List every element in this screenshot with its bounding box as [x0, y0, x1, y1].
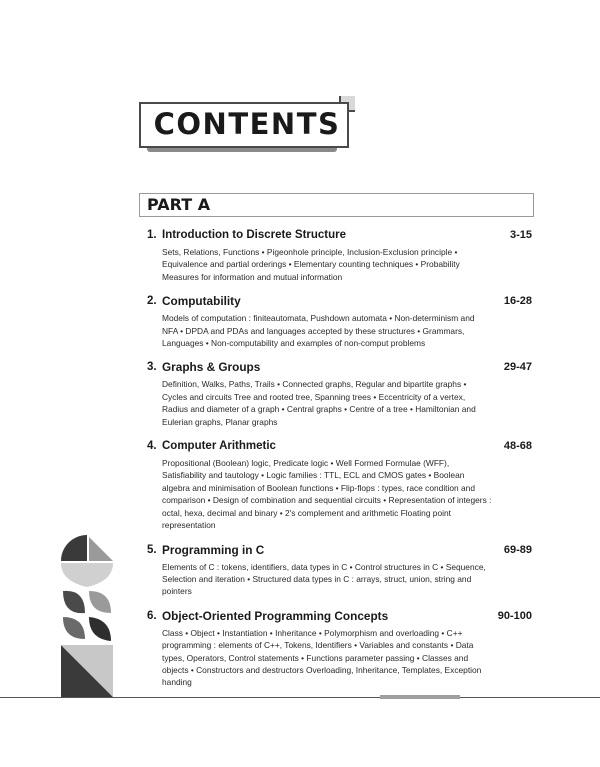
chapter-description: Elements of C : tokens, identifiers, data types in C • Control structures in C • Sequence, Selection and iteration • Structured data types in C : arrays, struct, union, string and pointers: [162, 561, 486, 597]
leaf-shape: [89, 591, 111, 613]
chapter-title: Introduction to Discrete Structure: [162, 229, 347, 241]
chapter-description: Propositional (Boolean) logic, Predicate logic • Well Formed Formulae (WFF), Satisfiability and tautology • Logic families : TTL, ECL and CMOS gates • Boolean algebra and minimisation of Boolean functions • Flip-flops : types, race condition and comparison • Design of combination and sequential circuits • Representation of integers : octal, hexa, decimal and binary • 2's complement and arithmetic Floating point representation: [162, 458, 492, 531]
chapter-number: 5.: [147, 543, 157, 556]
half-circle-shape: [61, 563, 113, 587]
chapter-title: Programming in C: [162, 542, 265, 557]
chapter-pages: 29-47: [503, 361, 532, 374]
contents-banner: [139, 96, 355, 148]
part-header: [139, 193, 534, 217]
chapter-pages: 48-68: [503, 440, 532, 453]
chapter-pages: 69-89: [503, 543, 532, 556]
triangle-shape: [89, 537, 113, 561]
chapter-entry-2[interactable]: [147, 293, 532, 349]
decorative-shapes: [59, 533, 115, 701]
chapter-description: Models of computation : finiteautomata, Pushdown automata • Non-determinism and NFA • DPDA and PDAs and languages accepted by these structures • Grammars, Languages • Non-computability and examples of non-comput problems: [162, 313, 475, 349]
chapter-pages: 16-28: [503, 295, 532, 308]
chapter-description: Definition, Walks, Paths, Trails • Connected graphs, Regular and bipartite graphs • Cycles and circuits Tree and rooted tree, Spanning trees • Eccentricity of a vertex, Radius and diameter of a graph • Central graphs • Centre of a tree • Hamiltonian and Eulerian graphs, Planar graphs: [162, 379, 476, 427]
chapter-number: 3.: [147, 361, 157, 374]
chapter-number: 1.: [147, 229, 157, 241]
leaf-shape: [63, 591, 85, 613]
leaf-shape: [63, 617, 85, 639]
part-label: PART A: [147, 195, 211, 214]
chapter-title: Object-Oriented Programming Concepts: [162, 608, 389, 623]
leaf-shape: [89, 617, 111, 641]
chapter-entry-5[interactable]: [147, 542, 532, 598]
chapter-description: Class • Object • Instantiation • Inheritance • Polymorphism and overloading • C++ programming : elements of C++, Tokens, Identifiers • Variables and constants • Data types, Operators, Control statements • Functions parameter passing • Classes and objects • Constructors and destructors Overloading, Inheritance, Templates, Exception handing: [162, 627, 482, 688]
chapter-entry-3[interactable]: [147, 359, 532, 428]
footer-accent-bar: [380, 695, 460, 699]
chapter-description: Sets, Relations, Functions • Pigeonhole principle, Inclusion-Exclusion principle • Equivalence and partial orderings • Elementary counting techniques • Probability Measures for information and mutual information: [162, 247, 460, 282]
chapter-entry-6[interactable]: [147, 608, 532, 689]
chapter-title: Graphs & Groups: [162, 360, 261, 375]
chapter-number: 2.: [147, 295, 157, 308]
footer-rule: [0, 697, 600, 698]
chapter-number: 6.: [147, 609, 157, 622]
banner-scroll-edge: [147, 148, 337, 152]
chapter-pages: 3-15: [509, 229, 532, 241]
chapter-number: 4.: [147, 440, 157, 453]
chapter-list: [147, 227, 532, 699]
chapter-title: Computer Arithmetic: [162, 440, 276, 453]
chapter-title: Computability: [162, 294, 241, 309]
chapter-entry-1[interactable]: [147, 227, 532, 283]
quarter-circle-shape: [61, 535, 87, 561]
chapter-entry-4[interactable]: [147, 438, 532, 531]
chapter-pages: 90-100: [497, 609, 532, 622]
page-title: CONTENTS: [153, 107, 341, 141]
